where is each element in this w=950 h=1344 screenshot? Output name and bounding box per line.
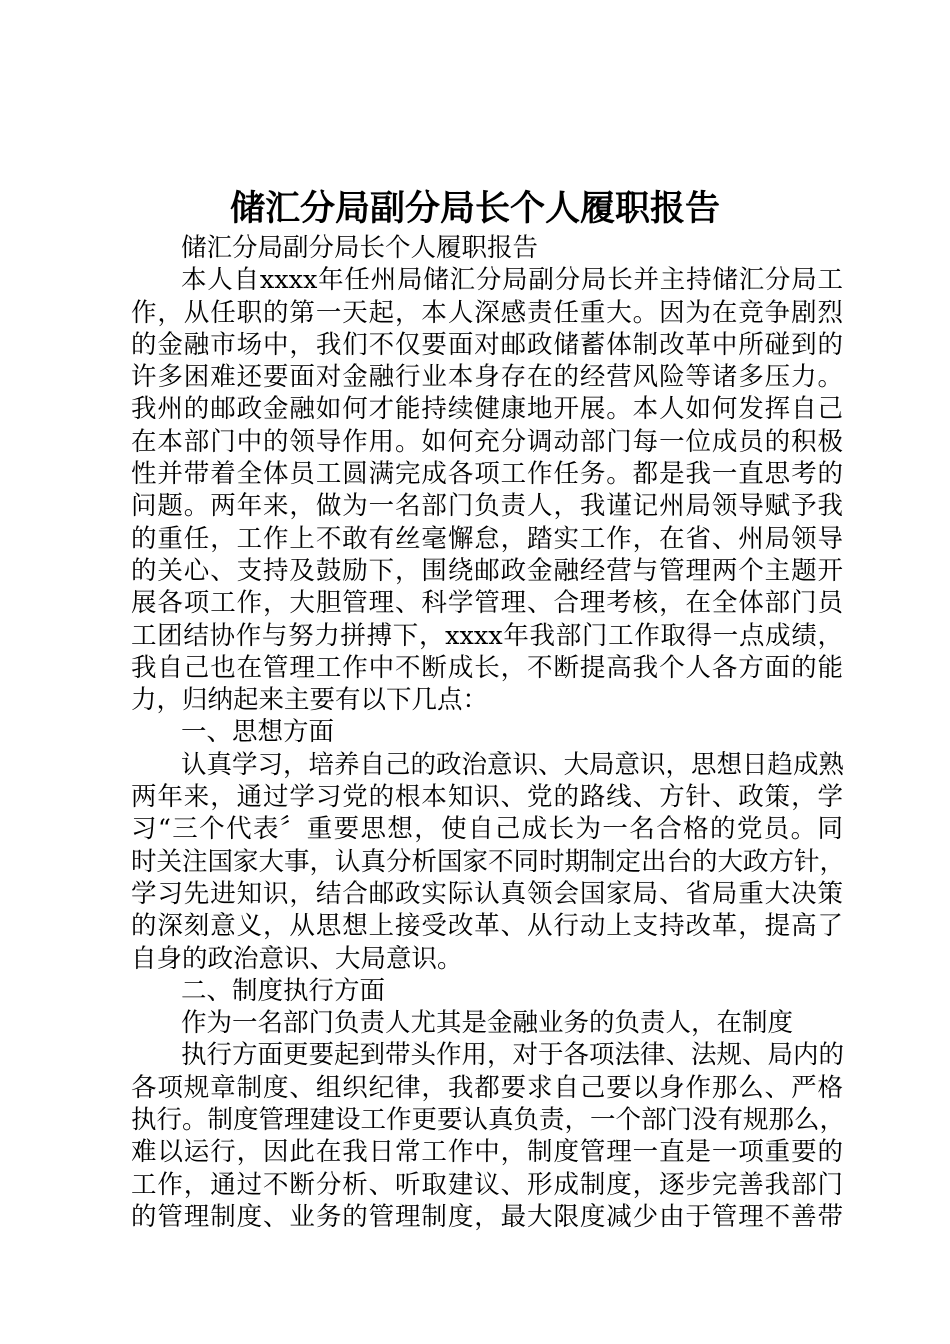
text-line: 学习先进知识，结合邮政实际认真领会国家局、省局重大决策 [131,878,843,909]
text-line: 的金融市场中，我们不仅要面对邮政储蓄体制改革中所碰到的 [131,329,843,360]
text-line: 作，从任职的第一天起，本人深感责任重大。因为在竞争剧烈 [131,297,843,328]
text-line: 展各项工作，大胆管理、科学管理、合理考核，在全体部门员 [131,588,843,619]
text-line: 作为一名部门负责人尤其是金融业务的负责人，在制度 [181,1008,794,1039]
text-line: 许多困难还要面对金融行业本身存在的经营风险等诸多压力。 [131,362,843,393]
text-line: 二、制度执行方面 [181,975,386,1006]
text-line: 的管理制度、业务的管理制度，最大限度减少由于管理不善带 [131,1201,843,1232]
text-line: 在本部门中的领导作用。如何充分调动部门每一位成员的积极 [131,426,843,457]
text-line: 难以运行，因此在我日常工作中，制度管理一直是一项重要的 [131,1137,843,1168]
text-line: 认真学习，培养自己的政治意识、大局意识，思想日趋成熟 [181,749,845,780]
text-line: 执行方面更要起到带头作用，对于各项法律、法规、局内的 [181,1040,845,1071]
text-line: 力，归纳起来主要有以下几点： [131,685,489,716]
text-line: 两年来，通过学习党的根本知识、党的路线、方针、政策，学 [131,782,843,813]
text-line: 我州的邮政金融如何才能持续健康地开展。本人如何发挥自己 [131,394,843,425]
text-line: 本人自xxxx年任州局储汇分局副分局长并主持储汇分局工 [181,265,843,296]
document-body [131,232,846,1233]
text-line: 各项规章制度、组织纪律，我都要求自己要以身作那么、严格 [131,1072,843,1103]
text-line: 性并带着全体员工圆满完成各项工作任务。都是我一直思考的 [131,459,843,490]
text-line: 自身的政治意识、大局意识。 [131,943,463,974]
text-line: 我自己也在管理工作中不断成长，不断提高我个人各方面的能 [131,652,843,683]
text-line: 一、思想方面 [181,717,335,748]
text-line: 问题。两年来，做为一名部门负责人，我谨记州局领导赋予我 [131,491,843,522]
text-line: 的关心、支持及鼓励下，围绕邮政金融经营与管理两个主题开 [131,555,843,586]
text-line: 执行。制度管理建设工作更要认真负责，一个部门没有规那么， [131,1105,846,1136]
text-line: 的重任，工作上不敢有丝毫懈怠，踏实工作，在省、州局领导 [131,523,843,554]
text-line: 习“三个代表〞重要思想，使自己成长为一名合格的党员。同 [131,814,843,845]
text-line: 工作，通过不断分析、听取建议、形成制度，逐步完善我部门 [131,1169,843,1200]
text-line: 储汇分局副分局长个人履职报告 [181,233,539,263]
text-line: 工团结协作与努力拼搏下，xxxx年我部门工作取得一点成绩， [131,620,843,651]
text-line: 时关注国家大事，认真分析国家不同时期制定出台的大政方针， [131,846,846,877]
text-line: 的深刻意义，从思想上接受改革、从行动上支持改革，提高了 [131,911,843,942]
document-title: 储汇分局副分局长个人履职报告 [229,188,720,229]
